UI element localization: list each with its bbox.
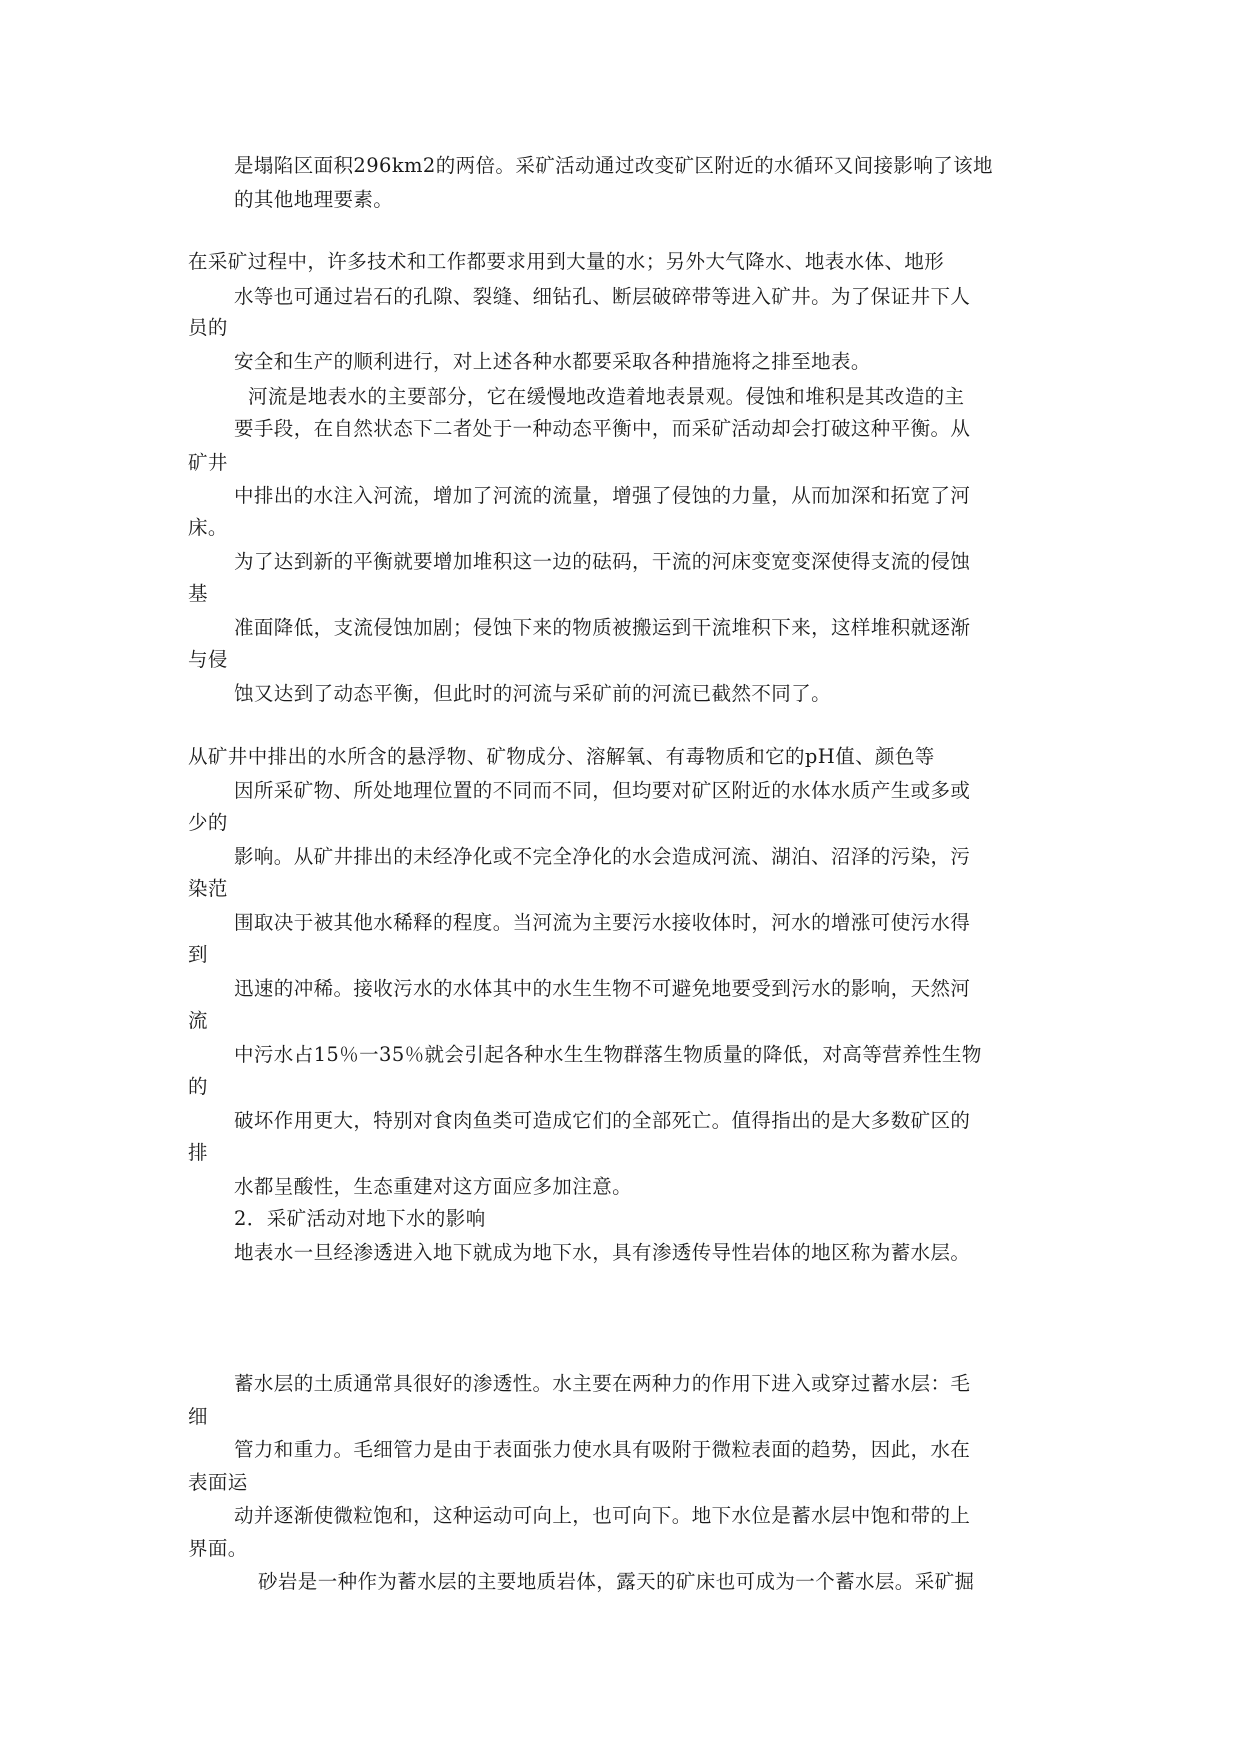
text-line: 因所采矿物、所处地理位置的不同而不同，但均要对矿区附近的水体水质产生或多或 (234, 779, 971, 802)
text-line: 水等也可通过岩石的孔隙、裂缝、细钻孔、断层破碎带等进入矿井。为了保证井下人 (234, 285, 971, 308)
text-line: 迅速的冲稀。接收污水的水体其中的水生生物不可避免地要受到污水的影响，天然河 (234, 977, 971, 1000)
text-line: 水都呈酸性，生态重建对这方面应多加注意。 (234, 1175, 633, 1198)
text-line: 要手段，在自然状态下二者处于一种动态平衡中，而采矿活动却会打破这种平衡。从 (234, 417, 971, 440)
text-line: 基 (188, 582, 208, 605)
text-line: 动并逐渐使微粒饱和，这种运动可向上，也可向下。地下水位是蓄水层中饱和带的上 (234, 1504, 971, 1527)
text-line: 染范 (188, 877, 228, 900)
text-line: 矿井 (188, 451, 228, 474)
text-line: 准面降低，支流侵蚀加剧；侵蚀下来的物质被搬运到干流堆积下来，这样堆积就逐渐 (234, 616, 971, 639)
text-line: 管力和重力。毛细管力是由于表面张力使水具有吸附于微粒表面的趋势，因此，水在 (234, 1438, 971, 1461)
text-line: 床。 (188, 516, 228, 539)
text-line: 砂岩是一种作为蓄水层的主要地质岩体，露天的矿床也可成为一个蓄水层。采矿掘 (258, 1570, 975, 1593)
text-line: 界面。 (188, 1537, 248, 1560)
text-line: 中污水占15％一35％就会引起各种水生生物群落生物质量的降低，对高等营养性生物 (234, 1043, 982, 1066)
text-line: 的 (188, 1075, 208, 1098)
text-line: 在采矿过程中，许多技术和工作都要求用到大量的水；另外大气降水、地表水体、地形 (188, 250, 945, 273)
text-line: 地表水一旦经渗透进入地下就成为地下水，具有渗透传导性岩体的地区称为蓄水层。 (234, 1241, 971, 1264)
text-line: 的其他地理要素。 (234, 188, 394, 211)
text-line: 表面运 (188, 1471, 248, 1494)
text-line: 围取决于被其他水稀释的程度。当河流为主要污水接收体时，河水的增涨可使污水得 (234, 911, 971, 934)
text-line: 蚀又达到了动态平衡，但此时的河流与采矿前的河流已截然不同了。 (234, 682, 832, 705)
text-line: 员的 (188, 316, 228, 339)
text-line: 河流是地表水的主要部分，它在缓慢地改造着地表景观。侵蚀和堆积是其改造的主 (248, 385, 965, 408)
text-line: 与侵 (188, 648, 228, 671)
text-line: 蓄水层的土质通常具很好的渗透性。水主要在两种力的作用下进入或穿过蓄水层：毛 (234, 1372, 971, 1395)
text-line: 从矿井中排出的水所含的悬浮物、矿物成分、溶解氧、有毒物质和它的pH值、颜色等 (188, 745, 935, 768)
text-line: 为了达到新的平衡就要增加堆积这一边的砝码，干流的河床变宽变深使得支流的侵蚀 (234, 550, 971, 573)
text-line: 流 (188, 1009, 208, 1032)
text-line: 细 (188, 1405, 208, 1428)
text-line: 是塌陷区面积296km2的两倍。采矿活动通过改变矿区附近的水循环又间接影响了该地 (234, 154, 993, 177)
text-line: 影响。从矿井排出的未经净化或不完全净化的水会造成河流、湖泊、沼泽的污染，污 (234, 845, 971, 868)
text-line: 少的 (188, 811, 228, 834)
text-line: 安全和生产的顺利进行，对上述各种水都要采取各种措施将之排至地表。 (234, 350, 871, 373)
text-line: 到 (188, 943, 208, 966)
text-line: 中排出的水注入河流，增加了河流的流量，增强了侵蚀的力量，从而加深和拓宽了河 (234, 484, 971, 507)
text-line: 排 (188, 1141, 208, 1164)
text-line: 破坏作用更大，特别对食肉鱼类可造成它们的全部死亡。值得指出的是大多数矿区的 (234, 1109, 971, 1132)
section-heading: 2．采矿活动对地下水的影响 (234, 1207, 486, 1230)
